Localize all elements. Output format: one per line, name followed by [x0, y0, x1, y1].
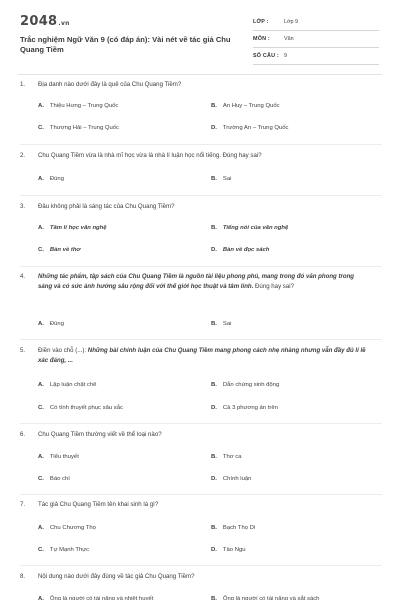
question-2-option-a[interactable]: A. Đúng — [38, 176, 64, 182]
question-1-text: Địa danh nào dưới đây là quê của Chu Quang Tiềm? — [38, 81, 182, 88]
question-5-option-d[interactable]: D. Cả 3 phương án trên — [211, 405, 278, 411]
question-2-number: 2. — [20, 152, 26, 159]
question-4-divider — [20, 339, 382, 340]
question-5-number: 5. — [20, 347, 26, 354]
question-5-option-b[interactable]: B. Dẫn chứng sinh động — [211, 382, 280, 388]
question-6-number: 6. — [20, 431, 26, 438]
question-3-text: Đâu không phải là sáng tác của Chu Quang Tiềm? — [38, 203, 175, 210]
question-1-option-b[interactable]: B. An Huy – Trung Quốc — [211, 103, 280, 109]
question-7-option-a[interactable]: A. Chu Chương Thọ — [38, 525, 96, 531]
question-2-divider — [20, 195, 382, 196]
question-4-number: 4. — [20, 273, 26, 280]
question-2-option-b[interactable]: B. Sai — [211, 176, 232, 182]
question-6-option-c[interactable]: C. Báo chí — [38, 476, 70, 482]
question-7-option-c[interactable]: C. Tự Mạnh Thực — [38, 547, 90, 553]
question-1-option-a[interactable]: A. Thiệu Hưng – Trung Quốc — [38, 103, 119, 109]
question-3-number: 3. — [20, 203, 26, 210]
question-8-text: Nội dung nào dưới đây đúng về tác giả Chu Quang Tiềm? — [38, 573, 195, 580]
question-7-divider — [20, 565, 382, 566]
question-4-option-a[interactable]: A. Đúng — [38, 321, 64, 327]
meta-count-value: 9 — [284, 53, 287, 59]
quiz-title: Trắc nghiệm Ngữ Văn 9 (có đáp án): Vài nét về tác giả Chu Quang Tiềm — [20, 35, 231, 54]
site-logo[interactable] — [20, 14, 70, 29]
question-4-tail: Đúng hay sai? — [255, 283, 294, 290]
meta-count-key: SỐ CÂU : — [253, 53, 279, 59]
meta-subject-value: Văn — [284, 36, 294, 42]
logo-text: 2048 — [20, 14, 58, 29]
question-6-option-b[interactable]: B. Thơ ca — [211, 454, 242, 460]
question-7-text: Tác giả Chu Quang Tiềm tên khai sinh là gì? — [38, 501, 159, 508]
question-5-option-a[interactable]: A. Lập luận chặt chẽ — [38, 382, 97, 388]
quiz-meta — [253, 14, 379, 65]
question-6-text: Chu Quang Tiềm thường viết về thể loại nào? — [38, 431, 162, 438]
question-3-option-b[interactable]: B. Tiếng nói của văn nghệ — [211, 225, 289, 231]
question-3-option-a[interactable]: A. Tâm lí học văn nghệ — [38, 225, 107, 231]
question-6-option-a[interactable]: A. Tiểu thuyết — [38, 454, 79, 460]
meta-count — [253, 48, 379, 65]
meta-subject-key: MÔN : — [253, 36, 270, 42]
question-5-option-c[interactable]: C. Có tính thuyết phục sâu sắc — [38, 405, 123, 411]
question-4-emphasis: Những tác phẩm, tập sách của Chu Quang Tiềm là nguồn tài liệu phong phú, mang trong đó văn phong trong sáng và có sức ảnh hưởng sâu rộng đối với thế giới học thuật và tâm linh. — [38, 273, 355, 290]
logo-tld: .vn — [58, 20, 70, 27]
question-8-number: 8. — [20, 573, 26, 580]
question-1-option-c[interactable]: C. Thượng Hải – Trung Quốc — [38, 125, 119, 131]
question-3-divider — [20, 266, 382, 267]
question-7-option-d[interactable]: D. Tào Ngu — [211, 547, 246, 553]
meta-subject — [253, 31, 379, 48]
meta-class — [253, 14, 379, 31]
question-7-number: 7. — [20, 501, 26, 508]
page-header — [0, 0, 400, 70]
question-4-option-b[interactable]: B. Sai — [211, 321, 232, 327]
question-6-divider — [20, 494, 382, 495]
question-6-option-d[interactable]: D. Chính luận — [211, 476, 252, 482]
question-3-option-c[interactable]: C. Bàn về thơ — [38, 247, 81, 253]
question-5-text — [38, 346, 368, 366]
question-8-option-a[interactable]: A. Ông là người có tài năng và nhiệt huyết — [38, 596, 154, 600]
question-2-text: Chu Quang Tiềm vừa là nhà mĩ học vừa là nhà lí luận học nổi tiếng. Đúng hay sai? — [38, 152, 262, 159]
meta-class-value: Lớp 9 — [284, 19, 299, 25]
question-5-divider — [20, 423, 382, 424]
question-1-divider — [20, 144, 382, 145]
question-1-number: 1. — [20, 81, 26, 88]
meta-class-key: LỚP : — [253, 19, 269, 25]
question-5-emphasis: Những bài chính luận của Chu Quang Tiềm mang phong cách nhẹ nhàng nhưng vẫn đầy đủ lí lẽ xác đáng, ... — [38, 347, 366, 364]
question-4-text — [38, 272, 368, 292]
question-7-option-b[interactable]: B. Bạch Thọ Di — [211, 525, 256, 531]
question-5-lead: Điền vào chỗ (...): — [38, 347, 88, 354]
header-divider — [18, 74, 382, 75]
question-3-option-d[interactable]: D. Bàn về đọc sách — [211, 247, 270, 253]
question-8-option-b[interactable]: B. Ông là người có tài năng và sắt sách — [211, 596, 320, 600]
question-1-option-d[interactable]: D. Trường An – Trung Quốc — [211, 125, 289, 131]
